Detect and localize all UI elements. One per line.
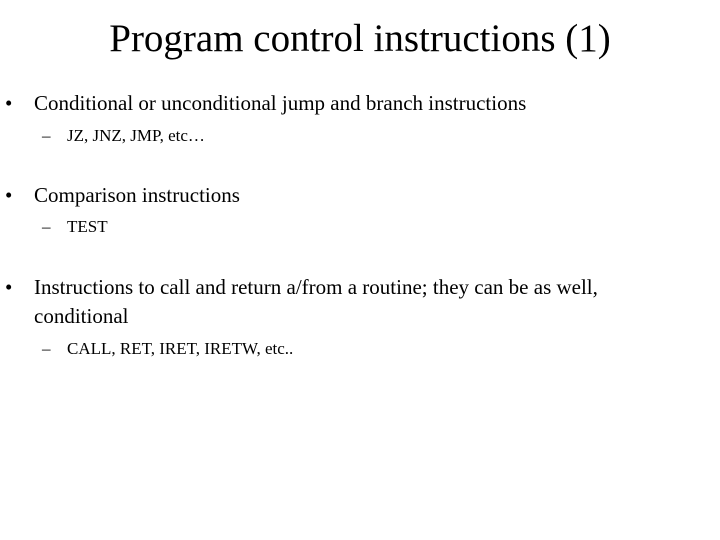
bullet-text-line-2: conditional (34, 304, 129, 328)
sub-bullet-text: JZ, JNZ, JMP, etc… (67, 126, 205, 145)
bullet-text: Comparison instructions (34, 183, 240, 207)
slide-title: Program control instructions (1) (109, 17, 611, 60)
sub-bullet-marker: – (42, 217, 51, 236)
bullet-text-line-1: Instructions to call and return a/from a routine; they can be as well, (34, 275, 598, 299)
sub-bullet-marker: – (42, 339, 51, 358)
bullet-marker: • (5, 183, 13, 207)
bullet-text: Conditional or unconditional jump and branch instructions (34, 91, 527, 115)
bullet-marker: • (5, 91, 13, 115)
sub-bullet-text: CALL, RET, IRET, IRETW, etc.. (67, 339, 294, 358)
sub-bullet-marker: – (42, 126, 51, 145)
bullet-marker: • (5, 275, 13, 299)
sub-bullet-text: TEST (67, 217, 108, 236)
